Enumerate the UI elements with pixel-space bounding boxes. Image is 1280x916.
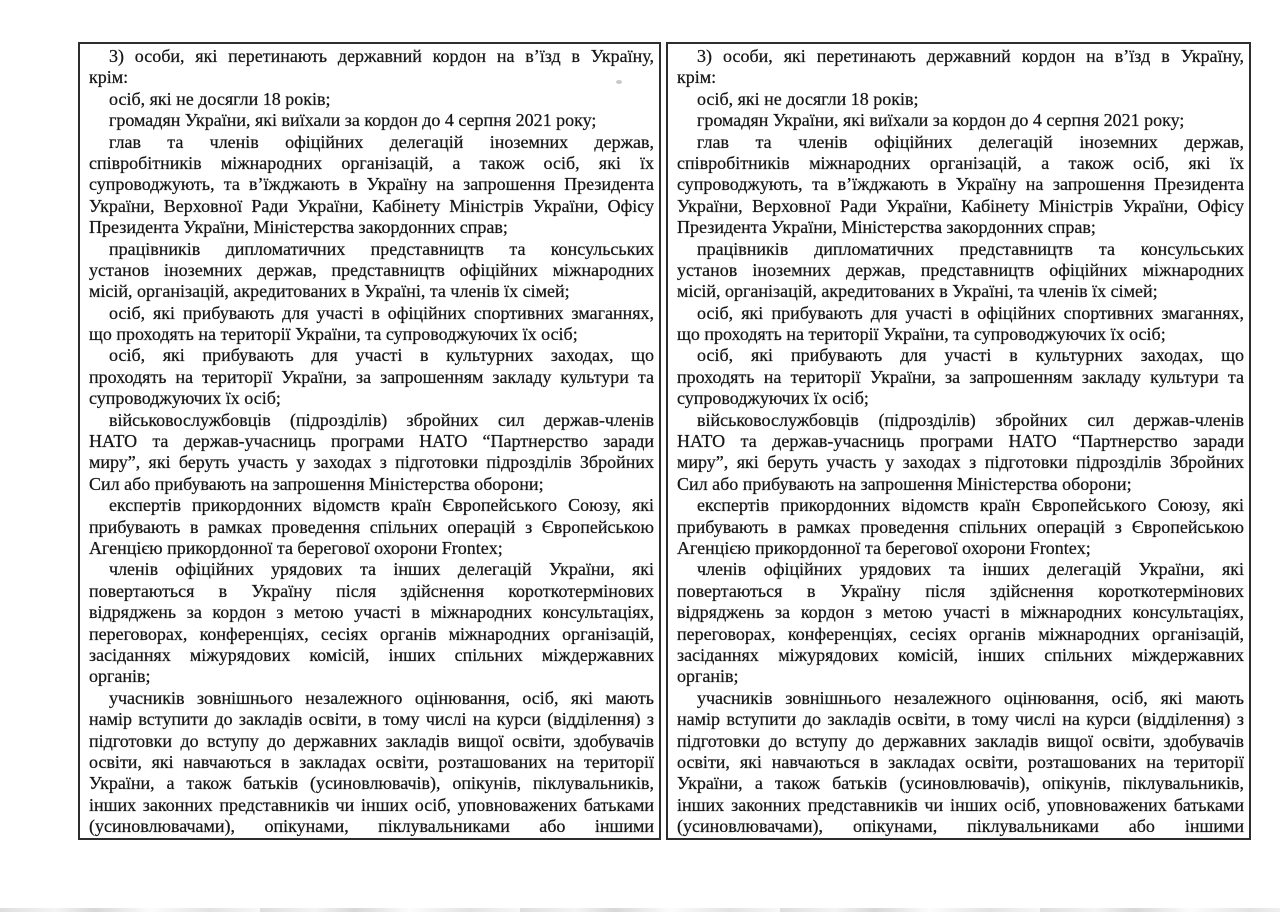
text-line: осіб, які прибувають для участі в офіційних спортивних змаганнях,: [109, 302, 654, 323]
text-line: що проходять на території України, та супроводжуючих їх осіб;: [89, 324, 578, 345]
text-line: органів;: [677, 666, 739, 687]
text-line: крім:: [677, 67, 717, 88]
text-line: засіданнях міжурядових комісій, інших спільних міждержавних: [677, 644, 1244, 665]
text-line: Сил або прибувають на запрошення Міністерства оборони;: [89, 473, 544, 494]
text-line: відряджень за кордон з метою участі в міжнародних консультаціях,: [89, 602, 654, 623]
text-line: Агенцією прикордонної та берегової охорони Frontex;: [89, 537, 503, 558]
text-line: громадян України, які виїхали за кордон до 4 серпня 2021 року;: [697, 110, 1185, 131]
paragraph: [89, 688, 654, 838]
text-line: місій, організацій, акредитованих в Україні, та членів їх сімей;: [677, 281, 1158, 302]
text-line: намір вступити до закладів освіти, в тому числі на курси (відділення) з: [89, 709, 654, 730]
text-line: експертів прикордонних відомств країн Європейського Союзу, які: [697, 495, 1244, 516]
text-line: Агенцією прикордонної та берегової охорони Frontex;: [677, 537, 1091, 558]
text-line: учасників зовнішнього незалежного оцінювання, осіб, які мають: [109, 687, 654, 708]
text-line: освіти, які навчаються в закладах освіти, розташованих на території: [677, 751, 1244, 772]
paragraph: [677, 239, 1244, 303]
text-line: осіб, які не досягли 18 років;: [697, 88, 919, 109]
text-line: органів;: [89, 666, 151, 687]
text-line: підготовки до вступу до державних закладів вищої освіти, здобувачів: [677, 730, 1244, 751]
paragraph: [677, 132, 1244, 239]
text-line: військовослужбовців (підрозділів) збройних сил держав-членів: [109, 409, 654, 430]
text-line: супроводжують, та в’їжджають в Україну на запрошення Президента: [677, 174, 1244, 195]
text-line: супроводжують, та в’їжджають в Україну на запрошення Президента: [89, 174, 654, 195]
text-line: намір вступити до закладів освіти, в тому числі на курси (відділення) з: [677, 709, 1244, 730]
text-line: військовослужбовців (підрозділів) збройних сил держав-членів: [697, 409, 1244, 430]
text-line: підготовки до вступу до державних закладів вищої освіти, здобувачів: [89, 730, 654, 751]
text-line: співробітників міжнародних організацій, а також осіб, які їх: [677, 152, 1244, 173]
text-line: Сил або прибувають на запрошення Міністерства оборони;: [677, 473, 1132, 494]
text-line: експертів прикордонних відомств країн Європейського Союзу, які: [109, 495, 654, 516]
text-line: України, Верховної Ради України, Кабінету Міністрів України, Офісу: [89, 195, 654, 216]
text-line: повертаються в Україну після здійснення короткотермінових: [677, 580, 1244, 601]
paragraph: [89, 559, 654, 687]
paragraph: [89, 46, 654, 89]
text-line: проходять на території України, за запрошенням закладу культури та: [677, 366, 1244, 387]
text-line: осіб, які прибувають для участі в культурних заходах, що: [697, 345, 1244, 366]
text-line: установ іноземних держав, представництв офіційних міжнародних: [677, 259, 1244, 280]
paragraph: [89, 239, 654, 303]
text-line: членів офіційних урядових та інших делегацій України, які: [697, 559, 1244, 580]
paragraph: [89, 495, 654, 559]
text-line: переговорах, конференціях, сесіях органів міжнародних організацій,: [89, 623, 654, 644]
text-line: супроводжуючих їх осіб;: [677, 388, 869, 409]
paragraph: [677, 495, 1244, 559]
paragraph: [89, 89, 654, 110]
text-line: прибувають в рамках проведення спільних операцій з Європейською: [89, 516, 654, 537]
text-line: переговорах, конференціях, сесіях органів міжнародних організацій,: [677, 623, 1244, 644]
right-column-cell: [666, 42, 1251, 840]
text-line: України, а також батьків (усиновлювачів), опікунів, піклувальників,: [677, 773, 1244, 794]
text-line: осіб, які прибувають для участі в офіційних спортивних змаганнях,: [697, 302, 1244, 323]
text-line: миру”, які беруть участь у заходах з підготовки підрозділів Збройних: [89, 452, 654, 473]
paragraph: [89, 303, 654, 346]
text-line: місій, організацій, акредитованих в Україні, та членів їх сімей;: [89, 281, 570, 302]
text-line: глав та членів офіційних делегацій іноземних держав,: [697, 131, 1244, 152]
scan-edge-artifact: [0, 908, 1280, 912]
paragraph: [677, 303, 1244, 346]
text-line: осіб, які прибувають для участі в культурних заходах, що: [109, 345, 654, 366]
text-line: України, Верховної Ради України, Кабінету Міністрів України, Офісу: [677, 195, 1244, 216]
text-line: Президента України, Міністерства закордонних справ;: [677, 217, 1096, 238]
paragraph: [677, 559, 1244, 687]
text-line: (усиновлювачами), опікунами, піклувальниками або іншими: [677, 816, 1244, 837]
paragraph: [677, 46, 1244, 89]
text-line: миру”, які беруть участь у заходах з підготовки підрозділів Збройних: [677, 452, 1244, 473]
paragraph: [677, 110, 1244, 131]
text-line: НАТО та держав-учасниць програми НАТО “Партнерство заради: [89, 431, 654, 452]
text-line: супроводжуючих їх осіб;: [89, 388, 281, 409]
paragraph: [89, 345, 654, 409]
text-line: установ іноземних держав, представництв офіційних міжнародних: [89, 259, 654, 280]
text-line: НАТО та держав-учасниць програми НАТО “Партнерство заради: [677, 431, 1244, 452]
text-line: прибувають в рамках проведення спільних операцій з Європейською: [677, 516, 1244, 537]
paragraph: [89, 410, 654, 496]
paragraph: [89, 132, 654, 239]
text-line: осіб, які не досягли 18 років;: [109, 88, 331, 109]
paragraph: [677, 410, 1244, 496]
text-line: України, а також батьків (усиновлювачів), опікунів, піклувальників,: [89, 773, 654, 794]
scan-speck-artifact: [616, 80, 622, 84]
text-line: членів офіційних урядових та інших делегацій України, які: [109, 559, 654, 580]
left-column-cell: [78, 42, 661, 840]
text-line: співробітників міжнародних організацій, а також осіб, які їх: [89, 152, 654, 173]
paragraph: [89, 110, 654, 131]
text-line: учасників зовнішнього незалежного оцінювання, осіб, які мають: [697, 687, 1244, 708]
text-line: освіти, які навчаються в закладах освіти, розташованих на території: [89, 751, 654, 772]
text-line: 3) особи, які перетинають державний кордон на в’їзд в Україну,: [109, 46, 654, 66]
text-line: працівників дипломатичних представництв та консульських: [109, 238, 654, 259]
text-line: глав та членів офіційних делегацій іноземних держав,: [109, 131, 654, 152]
text-line: Президента України, Міністерства закордонних справ;: [89, 217, 508, 238]
paragraph: [677, 89, 1244, 110]
text-line: проходять на території України, за запрошенням закладу культури та: [89, 366, 654, 387]
text-line: відряджень за кордон з метою участі в міжнародних консультаціях,: [677, 602, 1244, 623]
text-line: працівників дипломатичних представництв та консульських: [697, 238, 1244, 259]
text-line: повертаються в Україну після здійснення короткотермінових: [89, 580, 654, 601]
text-line: крім:: [89, 67, 129, 88]
text-line: (усиновлювачами), опікунами, піклувальниками або іншими: [89, 816, 654, 837]
text-line: інших законних представників чи інших осіб, уповноважених батьками: [89, 794, 654, 815]
text-line: 3) особи, які перетинають державний кордон на в’їзд в Україну,: [697, 46, 1244, 66]
text-line: інших законних представників чи інших осіб, уповноважених батьками: [677, 794, 1244, 815]
text-line: громадян України, які виїхали за кордон до 4 серпня 2021 року;: [109, 110, 597, 131]
paragraph: [677, 345, 1244, 409]
text-line: що проходять на території України, та супроводжуючих їх осіб;: [677, 324, 1166, 345]
text-line: засіданнях міжурядових комісій, інших спільних міждержавних: [89, 644, 654, 665]
paragraph: [677, 688, 1244, 838]
